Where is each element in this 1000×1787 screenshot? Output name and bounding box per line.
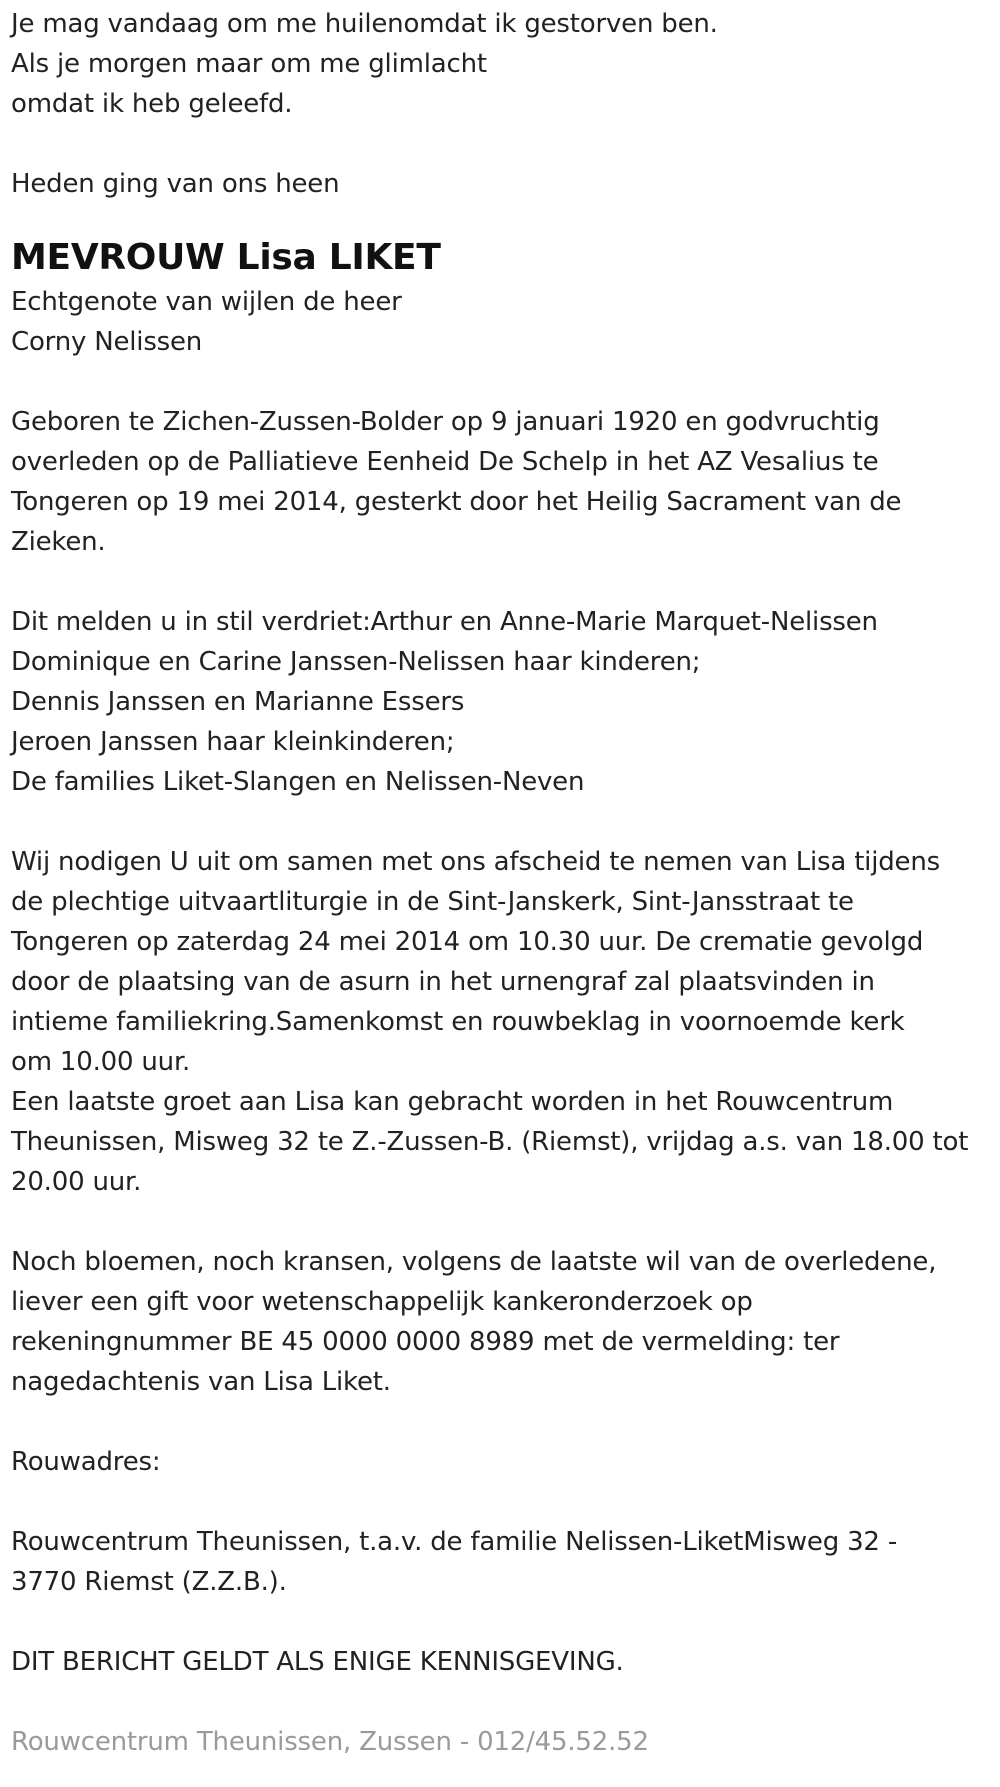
obituary-notice <box>11 4 991 1762</box>
family-paragraph <box>11 602 991 802</box>
spouse-info <box>11 282 991 362</box>
address-line: 3770 Riemst (Z.Z.B.). <box>11 1567 287 1597</box>
ceremony-paragraph <box>11 842 991 1202</box>
family-line: Dominique en Carine Janssen-Nelissen haar kinderen; <box>11 647 701 677</box>
motto-line: Je mag vandaag om me huilenomdat ik gestorven ben. <box>11 9 718 39</box>
paragraph-line: Theunissen, Misweg 32 te Z.-Zussen-B. (Riemst), vrijdag a.s. van 18.00 tot <box>11 1127 969 1157</box>
address-line: Rouwcentrum Theunissen, t.a.v. de familie Nelissen-LiketMisweg 32 - <box>11 1527 897 1557</box>
paragraph-line: intieme familiekring.Samenkomst en rouwbeklag in voornoemde kerk <box>11 1007 905 1037</box>
funeral-home-footer: Rouwcentrum Theunissen, Zussen - 012/45.52.52 <box>11 1727 649 1757</box>
paragraph-line: om 10.00 uur. <box>11 1047 191 1077</box>
family-line: Dennis Janssen en Marianne Essers <box>11 687 465 717</box>
paragraph-line: overleden op de Palliatieve Eenheid De Schelp in het AZ Vesalius te <box>11 447 879 477</box>
paragraph-line: Wij nodigen U uit om samen met ons afscheid te nemen van Lisa tijdens <box>11 847 940 877</box>
motto-poem <box>11 4 991 124</box>
paragraph-line: Een laatste groet aan Lisa kan gebracht worden in het Rouwcentrum <box>11 1087 894 1117</box>
motto-line: Als je morgen maar om me glimlacht <box>11 49 487 79</box>
paragraph-line: door de plaatsing van de asurn in het urnengraf zal plaatsvinden in <box>11 967 875 997</box>
spouse-line: Corny Nelissen <box>11 327 203 357</box>
paragraph-line: Zieken. <box>11 527 106 557</box>
paragraph-line: de plechtige uitvaartliturgie in de Sint-Janskerk, Sint-Jansstraat te <box>11 887 854 917</box>
paragraph-line: 20.00 uur. <box>11 1167 142 1197</box>
address-label: Rouwadres: <box>11 1447 161 1477</box>
birth-death-paragraph <box>11 402 991 562</box>
paragraph-line: Noch bloemen, noch kransen, volgens de laatste wil van de overledene, <box>11 1247 937 1277</box>
deceased-name: MEVROUW Lisa LIKET <box>11 237 441 278</box>
intro-text: Heden ging van ons heen <box>11 169 340 199</box>
paragraph-line: rekeningnummer BE 45 0000 0000 8989 met de vermelding: ter <box>11 1327 840 1357</box>
paragraph-line: Tongeren op zaterdag 24 mei 2014 om 10.30 uur. De crematie gevolgd <box>11 927 924 957</box>
spouse-line: Echtgenote van wijlen de heer <box>11 287 402 317</box>
notice-text: DIT BERICHT GELDT ALS ENIGE KENNISGEVING. <box>11 1647 624 1677</box>
paragraph-line: nagedachtenis van Lisa Liket. <box>11 1367 391 1397</box>
donation-paragraph <box>11 1242 991 1402</box>
family-line: Dit melden u in stil verdriet:Arthur en Anne-Marie Marquet-Nelissen <box>11 607 878 637</box>
motto-line: omdat ik heb geleefd. <box>11 89 293 119</box>
paragraph-line: Geboren te Zichen-Zussen-Bolder op 9 januari 1920 en godvruchtig <box>11 407 880 437</box>
paragraph-line: liever een gift voor wetenschappelijk kankeronderzoek op <box>11 1287 753 1317</box>
family-line: De families Liket-Slangen en Nelissen-Neven <box>11 767 585 797</box>
paragraph-line: Tongeren op 19 mei 2014, gesterkt door het Heilig Sacrament van de <box>11 487 902 517</box>
mourning-address <box>11 1522 991 1602</box>
family-line: Jeroen Janssen haar kleinkinderen; <box>11 727 455 757</box>
